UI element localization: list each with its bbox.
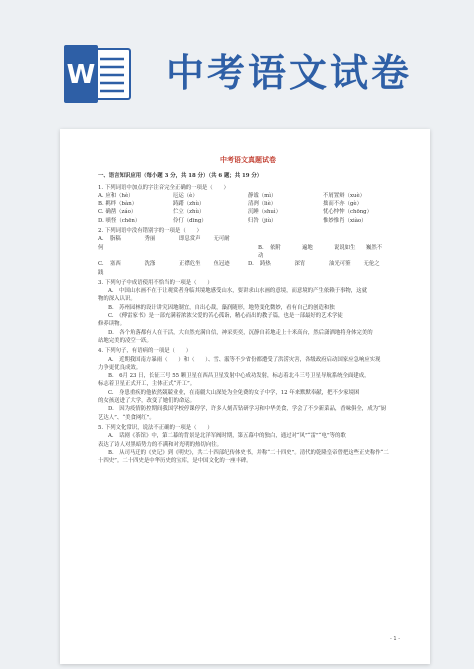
option-word: 无伦之: [363, 261, 380, 268]
question-line: C. 身患重疾的他依然兢兢业业，在南疆大山深处为全免费的女子中学，12 年来默默奉献，把不少家境困: [108, 389, 360, 396]
question-line: 的女孩送进了大学，改变了她们的命运。: [98, 398, 196, 405]
word-icon: [62, 43, 132, 105]
question-line: C. 《傅雷家书》是一部充满着浓浓父爱的苦心孤诣，精心而出的教子篇，也是一部最好的艺术学徒: [108, 313, 343, 320]
spacer: [248, 235, 398, 243]
question-line: 修养读物。: [98, 321, 125, 328]
question-stem: 4. 下列句子，有语病的一项是（ ）: [98, 348, 192, 355]
word-logo-letter: W: [66, 60, 96, 90]
question-2: [98, 227, 398, 277]
option-cell: D. 嗔怪（chēn）: [98, 217, 141, 224]
option-label: A.: [98, 236, 104, 243]
option-word: 巍然不: [366, 244, 383, 251]
option-word: 无可耐: [213, 236, 230, 243]
option-word: 依附: [270, 244, 281, 251]
option-word: 塞西: [110, 261, 121, 268]
question-line: 十四史”。二十四史是中华历史的宝库，是中国文化的一座丰碑。: [98, 458, 252, 465]
banner-title: 中考语文试卷: [166, 51, 413, 95]
question-3: [98, 279, 398, 345]
option-row: [98, 235, 398, 243]
option-row: [98, 217, 398, 225]
question-stem: 5. 下列文化常识，说法不正确的一项是（ ）: [98, 424, 213, 431]
option-word: 洗涤: [144, 261, 156, 268]
option-cell: 惟妙惟肖（xiào）: [323, 217, 367, 224]
option-cell: 静谧（mì）: [248, 192, 277, 199]
option-continuation: 动: [258, 252, 264, 259]
option-cell: C. 确凿（záo）: [98, 209, 137, 216]
question-line: 表达了诗人对黑暗势力的不满和对光明的热切向往。: [98, 441, 222, 448]
option-word: 鱼冠迹: [213, 261, 230, 268]
option-row: [98, 244, 398, 252]
option-label: C.: [98, 261, 104, 268]
option-cell: 拙而不亦（gè）: [323, 201, 362, 208]
option-word: 油光可鉴: [329, 261, 351, 268]
option-label: B.: [258, 244, 264, 251]
section-heading: 一、语言知识应用（每小题 3 分，共 18 分）（共 6 题；共 19 分）: [98, 173, 263, 180]
question-5: [98, 424, 398, 465]
option-word: 秀丽: [144, 236, 156, 243]
question-1: [98, 184, 398, 225]
option-word: 遍地: [302, 244, 313, 251]
option-row: [98, 269, 398, 277]
document-title: 中考语文真题试卷: [220, 155, 276, 164]
banner: [0, 0, 474, 125]
option-row: [98, 200, 398, 208]
question-line: B. 6月 23 日，长征三号 55 颗卫星在西昌卫星发射中心成功发射，标志着北斗三号卫星导航系统全面建成，: [108, 373, 370, 380]
question-line: 力争更优良成效。: [98, 364, 142, 371]
question-line: 艺达人”、“美食网红”。: [98, 414, 155, 421]
option-continuation: 何: [98, 244, 104, 251]
option-label: D.: [248, 261, 254, 268]
option-cell: 不屑置辩（xuè）: [323, 192, 366, 199]
question-line: 物的深入认识。: [98, 296, 136, 303]
question-line: A. 中国山水画不在于让观赏者身临其境地感受山水，要讲求山水画的意境，而意境的产生依赖于事物，这就: [108, 288, 367, 295]
option-word: 深宵: [294, 261, 306, 268]
option-word: 正襟危坐: [179, 261, 201, 268]
option-cell: 归咎（jiù）: [248, 217, 277, 224]
option-cell: 伫立（zhù）: [173, 209, 205, 216]
spacer: [98, 252, 258, 260]
question-stem: 2. 下列词语中没有错别字的一项是（ ）: [98, 228, 202, 235]
question-stem: 3. 下列句子中成语使用不恰当的一项是（ ）: [98, 279, 213, 286]
option-row: [98, 208, 398, 216]
question-line: B. 苏州园林的设计讲究因地制宜，自出心裁，藻润随形，地势变化微妙，看有自己的创造和独: [108, 304, 335, 311]
question-line: B. 从司马迁的《史记》到《明史》，共二十四部纪传体史书，并称“二十四史”。清代的乾隆皇帝曾把这些正史称作“二: [108, 449, 389, 456]
question-line: D. 各个角落都有人在干活，大自然充满自信，神采奕奕，沉静自若地走上十米高台，然后潇洒地将身体完美的: [108, 329, 373, 336]
option-continuation: 践: [98, 269, 104, 276]
option-row: [98, 260, 398, 268]
question-line: 标志着卫星正式开工，主体正式“开工”。: [98, 381, 196, 388]
option-row: [98, 192, 398, 200]
document-body: [98, 156, 398, 465]
question-line: 站地完美的凌空一跃。: [98, 337, 152, 344]
option-row: [98, 252, 398, 260]
option-cell: 厄运（è）: [173, 192, 198, 199]
option-word: 踌热: [260, 261, 271, 268]
question-line: D. 因为疫情防控期间我国学校停课停学，许多人刻苦钻研学习和中华美食，学会了不少新菜品，香味俱全，成为“厨: [108, 406, 387, 413]
question-line: A. 话剧《茶馆》中，第二幕的背景是北洋军阀时期，第五幕中的独白，通过对“风”“雷”“电”等的歌: [108, 433, 346, 440]
question-4: [98, 347, 398, 422]
option-cell: 踌躇（zhù）: [173, 201, 205, 208]
option-cell: A. 应和（hè）: [98, 192, 134, 199]
option-cell: 伶仃（dīng）: [173, 217, 207, 224]
option-word: 脂稿: [110, 236, 121, 243]
question-stem: 1. 下列词语中加点的字注音完全正确的一项是（ ）: [98, 184, 229, 191]
option-cell: B. 羁绊（bàn）: [98, 201, 138, 208]
option-word: 说说如生: [334, 244, 356, 251]
option-cell: 忧心忡忡（chōng）: [323, 209, 373, 216]
option-word: 即息赏声: [179, 236, 201, 243]
document-page: [60, 129, 430, 664]
option-cell: 清冽（liè）: [248, 201, 277, 208]
question-line: A. 近期我国南方暴雨（ ）和（ ）、雪、霰等不少省份都遭受了洪涝灾害，各级政府启动国家应急响应实现: [108, 356, 381, 363]
option-cell: 沉睡（shuì）: [248, 209, 281, 216]
page-number: - 1 -: [390, 636, 400, 642]
